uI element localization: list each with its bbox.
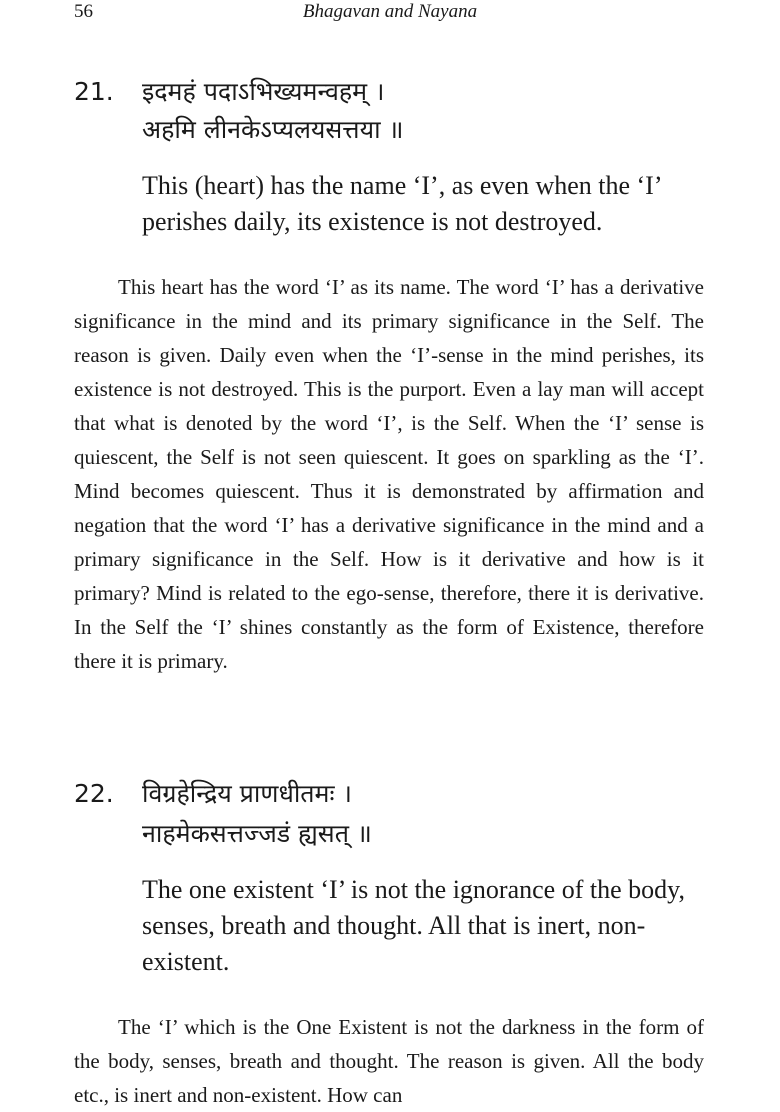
commentary-21 (74, 270, 704, 678)
verse-number: 22. (74, 779, 114, 808)
sanskrit-line: इदमहं पदाऽभिख्यमन्वहम् । (142, 77, 385, 106)
verse-translation (142, 872, 708, 980)
commentary-text: The ‘I’ which is the One Existent is not the darkness in the form of the body, senses, breath and thought. The reason is given. All the body etc., is inert and non-existent. How can (74, 1015, 704, 1107)
translation-text: The one existent ‘I’ is not the ignorance of the body, senses, breath and thought. All that is inert, non-existent. (142, 875, 685, 976)
running-title: Bhagavan and Nayana (302, 1, 478, 22)
translation-text: This (heart) has the name ‘I’, as even when the ‘I’ perishes daily, its existence is not destroyed. (142, 171, 661, 236)
commentary-22 (74, 1010, 704, 1112)
verse-number: 21. (74, 77, 114, 106)
sanskrit-line: विग्रहेन्द्रिय प्राणधीतमः । (142, 779, 352, 808)
commentary-text: This heart has the word ‘I’ as its name. The word ‘I’ has a derivative significance in the mind and its primary significance in the Self. The reason is given. Daily even when the ‘I’-sense in the mind perishes, its existence is not destroyed. This is the purport. Even a lay man will accept that what is denoted by the word ‘I’, is the Self. When the ‘I’ sense is quiescent, the Self is not seen quiescent. It goes on sparkling as the ‘I’. Mind becomes quiescent. Thus it is demonstrated by affirmation and negation that the word ‘I’ has a derivative significance in the mind and a primary significance in the Self. How is it derivative and how is it primary? Mind is related to the ego-sense, therefore, there it is derivative. In the Self the ‘I’ shines constantly as the form of Existence, therefore there it is primary. (74, 275, 704, 673)
page-number: 56 (74, 1, 93, 22)
verse-translation (142, 168, 708, 240)
sanskrit-line: नाहमेकसत्तज्जडं ह्यसत् ॥ (142, 819, 372, 848)
running-head (0, 0, 780, 26)
sanskrit-line: अहमि लीनकेऽप्यलयसत्तया ॥ (142, 115, 404, 144)
